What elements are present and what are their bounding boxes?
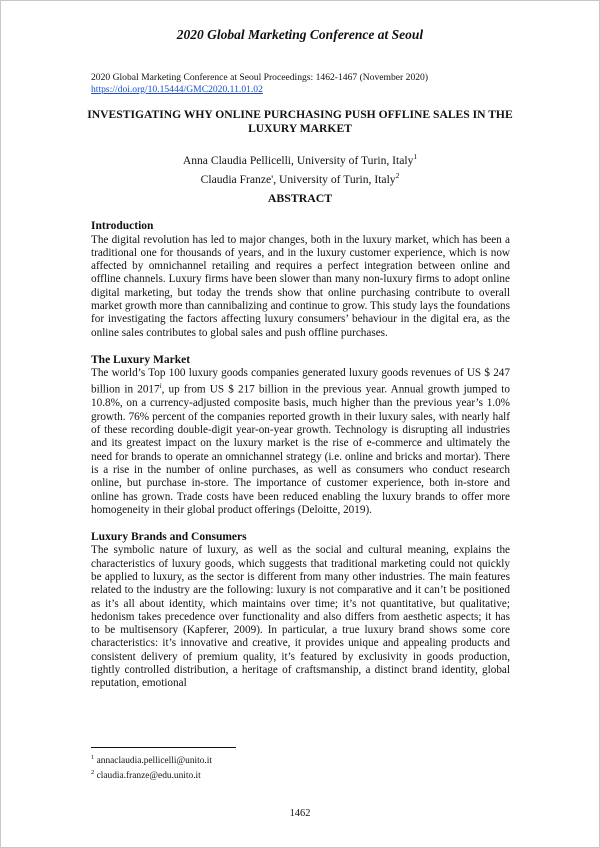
abstract-heading: ABSTRACT <box>267 191 333 205</box>
footnote-2 <box>91 767 212 782</box>
author-1 <box>80 149 520 168</box>
paragraph-introduction: The digital revolution has led to major changes, both in the luxury market, which has been a traditional one for thousands of years, and in the luxury customer experience, which is now affected by omnichannel retailing and requires a perfect integration between online and offline channels. Luxury firms have been slower than many non-luxury firms to adopt online digital marketing, but today the trends show that online purchasing contribute to overall market growth more than cannibalizing and continue to grow. This study lays the foundations for investigating the factors affecting luxury consumers’ behaviour in the digital era, as the online sales contributes to global sales and push offline purchases. <box>91 233 510 339</box>
proceedings-block <box>91 72 428 96</box>
author-2-footnote-mark: 2 <box>395 170 400 180</box>
paper-title: INVESTIGATING WHY ONLINE PURCHASING PUSH OFFLINE SALES IN THE LUXURY MARKET <box>87 108 513 135</box>
endnote-mark-i: i <box>159 382 162 391</box>
luxury-market-text-2: , up from US $ 217 billion in the previous year. Annual growth jumped to 10.8%, on a currency-adjusted composite basis, much higher than the previous year’s 1.0% growth. 76% percent of the companies reported growth in their luxury sales, with nearly half of these recording double-digit year-on-year growth. Technology is disrupting all industries and its greatest impact on the luxury market is the rise of e-commerce and ultimately the need for brands to operate an omnichannel strategy (i.e. online and bricks and mortar). There is a rise in the number of online purchases, as well as consumers who conduct research online, but purchase in-store. The importance of customer experience, both in-store and online has grown. Trade costs have been reduced enabling the luxury brands to offer more homogeneity in their global product offerings (Deloitte, 2019). <box>91 384 510 516</box>
luxury-market-text-1: The world’s Top 100 luxury goods companies generated luxury goods revenues of US $ 247 billion in 2017 <box>91 367 510 397</box>
doi-link[interactable]: https://doi.org/10.15444/GMC2020.11.01.02 <box>91 84 263 95</box>
footnote-2-mark: 2 <box>91 769 95 777</box>
footnote-divider <box>91 747 236 748</box>
footnote-1 <box>91 752 212 767</box>
author-2-name: Claudia Franze', University of Turin, Italy <box>200 172 396 186</box>
section-heading-luxury-market: The Luxury Market <box>91 353 191 366</box>
footnotes <box>91 752 212 782</box>
footnote-1-email: annaclaudia.pellicelli@unito.it <box>94 756 212 767</box>
running-header: 2020 Global Marketing Conference at Seoul <box>176 27 424 42</box>
author-1-name: Anna Claudia Pellicelli, University of Turin, Italy <box>182 153 414 167</box>
paragraph-luxury-market <box>91 367 510 517</box>
page-number: 1462 <box>289 808 311 819</box>
author-1-footnote-mark: 1 <box>413 152 418 161</box>
author-list <box>80 149 520 187</box>
author-2 <box>80 168 520 187</box>
footnote-2-email: claudia.franze@edu.unito.it <box>94 771 201 782</box>
abstract-body <box>91 220 510 704</box>
section-heading-introduction: Introduction <box>91 220 154 232</box>
paragraph-brands-consumers: The symbolic nature of luxury, as well as the social and cultural meaning, explains the characteristics of luxury goods, which suggests that traditional marketing could not quickly be applied to luxury, as the sector is different from many other industries. The main features related to the industry are the following: luxury is not comparative and it can’t be positioned as it’s all about identity, which maintains over time; it’s not quantitative, but qualitative; hedonism takes precedence over functionality and also differs from aesthetic aspects; it has to be multisensory (Kapferer, 2009). In particular, a true luxury brand shows some core characteristics: it’s innovative and creative, it provides unique and appealing products and consistent delivery of premium quality, it’s featured by exclusivity in goods production, tightly controlled distribution, a heritage of craftsmanship, a distinct brand identity, global reputation, emotional <box>91 544 510 690</box>
proceedings-citation: 2020 Global Marketing Conference at Seoul Proceedings: 1462-1467 (November 2020) <box>91 72 429 83</box>
footnote-1-mark: 1 <box>91 754 95 761</box>
section-heading-brands-consumers: Luxury Brands and Consumers <box>91 530 247 543</box>
